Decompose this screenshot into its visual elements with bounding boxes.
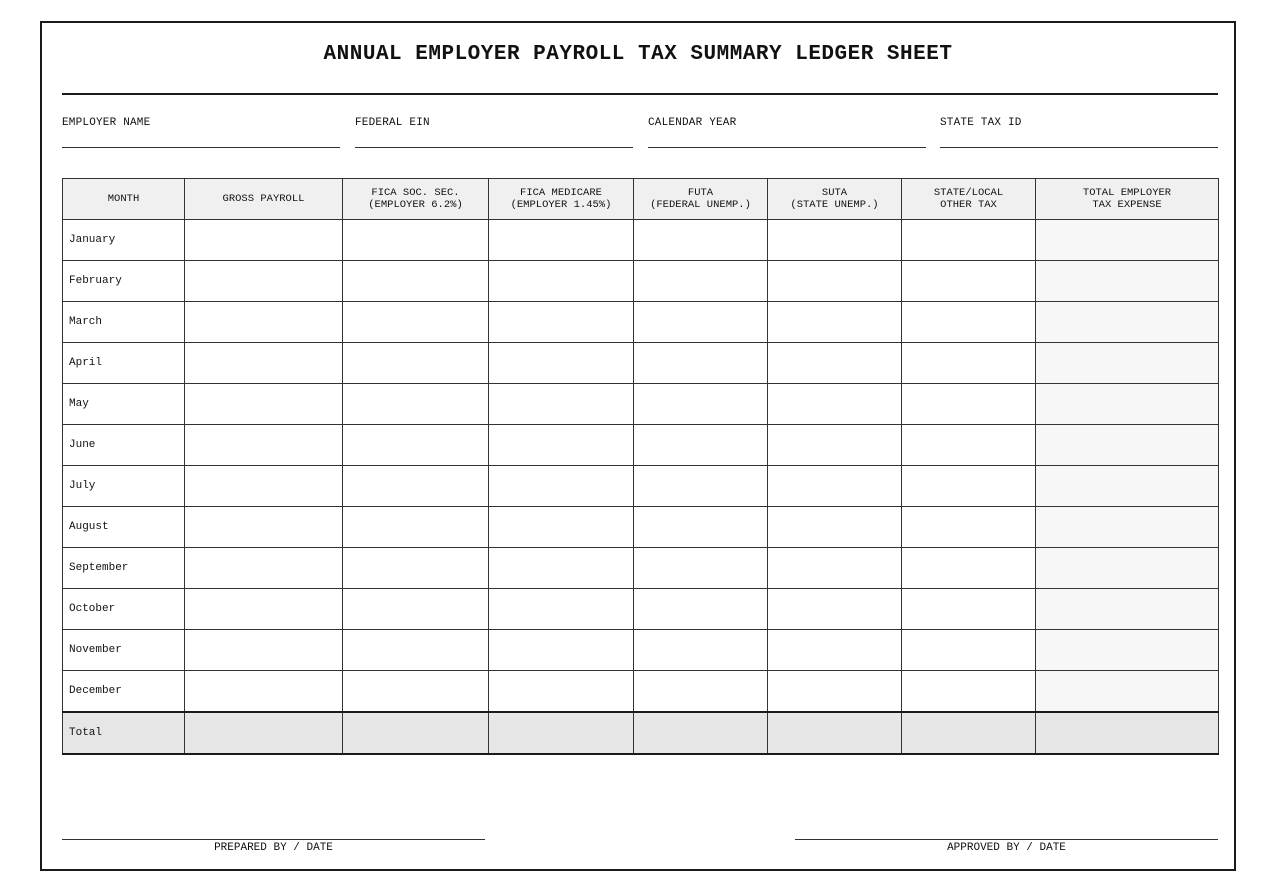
total-expense-cell[interactable]: [1036, 548, 1219, 589]
entry-cell[interactable]: [185, 220, 343, 261]
entry-cell[interactable]: [902, 630, 1036, 671]
entry-cell[interactable]: [185, 671, 343, 712]
federal-ein-line[interactable]: [355, 147, 633, 148]
entry-cell[interactable]: [902, 261, 1036, 302]
entry-cell[interactable]: [185, 548, 343, 589]
entry-cell[interactable]: [489, 384, 634, 425]
entry-cell[interactable]: [634, 261, 768, 302]
entry-cell[interactable]: [768, 220, 902, 261]
month-cell: April: [63, 343, 185, 384]
entry-cell[interactable]: [185, 302, 343, 343]
total-expense-cell[interactable]: [1036, 384, 1219, 425]
entry-cell[interactable]: [185, 425, 343, 466]
total-entry-cell[interactable]: [185, 712, 343, 754]
table-row: [63, 302, 1219, 343]
column-header-line: GROSS PAYROLL: [222, 193, 305, 205]
table-row: [63, 589, 1219, 630]
entry-cell[interactable]: [768, 507, 902, 548]
entry-cell[interactable]: [634, 507, 768, 548]
column-header: [902, 179, 1036, 220]
entry-cell[interactable]: [902, 425, 1036, 466]
entry-cell[interactable]: [489, 507, 634, 548]
table-row: [63, 466, 1219, 507]
entry-cell[interactable]: [634, 589, 768, 630]
entry-cell[interactable]: [489, 261, 634, 302]
calendar-year-field[interactable]: [648, 115, 926, 148]
column-header: [343, 179, 489, 220]
total-expense-cell[interactable]: [1036, 589, 1219, 630]
table-row: [63, 343, 1219, 384]
column-header-subline: TAX EXPENSE: [1092, 199, 1162, 211]
entry-cell[interactable]: [185, 261, 343, 302]
column-header-subline: (STATE UNEMP.): [790, 199, 879, 211]
entry-cell[interactable]: [489, 343, 634, 384]
prepared-by-line[interactable]: [62, 839, 485, 840]
entry-cell[interactable]: [185, 630, 343, 671]
entry-cell[interactable]: [768, 425, 902, 466]
total-expense-cell[interactable]: [1036, 261, 1219, 302]
entry-cell[interactable]: [343, 548, 489, 589]
entry-cell[interactable]: [768, 671, 902, 712]
table-row: [63, 261, 1219, 302]
month-cell: May: [63, 384, 185, 425]
total-entry-cell[interactable]: [902, 712, 1036, 754]
calendar-year-label: CALENDAR YEAR: [648, 117, 737, 129]
total-entry-cell[interactable]: [634, 712, 768, 754]
total-entry-cell[interactable]: [1036, 712, 1219, 754]
column-header: [63, 179, 185, 220]
total-expense-cell[interactable]: [1036, 630, 1219, 671]
table-row: [63, 425, 1219, 466]
entry-cell[interactable]: [343, 261, 489, 302]
entry-cell[interactable]: [768, 589, 902, 630]
approved-by-signature[interactable]: [795, 839, 1218, 854]
entry-cell[interactable]: [634, 220, 768, 261]
entry-cell[interactable]: [634, 425, 768, 466]
entry-cell[interactable]: [489, 589, 634, 630]
entry-cell[interactable]: [343, 343, 489, 384]
entry-cell[interactable]: [343, 220, 489, 261]
prepared-by-label: PREPARED BY / DATE: [214, 842, 333, 854]
employer-name-label: EMPLOYER NAME: [62, 117, 151, 129]
entry-cell[interactable]: [902, 384, 1036, 425]
entry-cell[interactable]: [343, 507, 489, 548]
entry-cell[interactable]: [768, 548, 902, 589]
entry-cell[interactable]: [489, 425, 634, 466]
entry-cell[interactable]: [634, 548, 768, 589]
total-row: [63, 712, 1219, 754]
column-header: [768, 179, 902, 220]
entry-cell[interactable]: [489, 220, 634, 261]
entry-cell[interactable]: [185, 589, 343, 630]
entry-cell[interactable]: [634, 384, 768, 425]
federal-ein-field[interactable]: [355, 115, 633, 148]
month-cell: February: [63, 261, 185, 302]
total-entry-cell[interactable]: [343, 712, 489, 754]
employer-name-line[interactable]: [62, 147, 340, 148]
total-expense-cell[interactable]: [1036, 302, 1219, 343]
total-expense-cell[interactable]: [1036, 466, 1219, 507]
total-expense-cell[interactable]: [1036, 220, 1219, 261]
column-header: [634, 179, 768, 220]
table-row: [63, 548, 1219, 589]
table-header-row: [63, 179, 1219, 220]
prepared-by-signature[interactable]: [62, 839, 485, 854]
entry-cell[interactable]: [902, 589, 1036, 630]
entry-cell[interactable]: [768, 384, 902, 425]
entry-cell[interactable]: [185, 466, 343, 507]
total-label-cell: Total: [63, 712, 185, 754]
entry-cell[interactable]: [902, 671, 1036, 712]
entry-cell[interactable]: [902, 343, 1036, 384]
table-body: [63, 220, 1219, 712]
entry-cell[interactable]: [902, 220, 1036, 261]
month-cell: November: [63, 630, 185, 671]
month-cell: October: [63, 589, 185, 630]
entry-cell[interactable]: [185, 507, 343, 548]
entry-cell[interactable]: [902, 302, 1036, 343]
column-header-line: FICA SOC. SEC.: [371, 187, 460, 199]
table-row: [63, 630, 1219, 671]
entry-cell[interactable]: [343, 466, 489, 507]
column-header-line: STATE/LOCAL: [933, 187, 1004, 199]
month-cell: September: [63, 548, 185, 589]
column-header-subline: OTHER TAX: [940, 199, 997, 211]
entry-cell[interactable]: [489, 671, 634, 712]
entry-cell[interactable]: [768, 343, 902, 384]
ledger-sheet: [40, 21, 1236, 871]
entry-cell[interactable]: [634, 302, 768, 343]
employer-name-field[interactable]: [62, 115, 340, 148]
column-header: [489, 179, 634, 220]
column-header-line: SUTA: [821, 187, 848, 199]
approved-by-line[interactable]: [795, 839, 1218, 840]
entry-cell[interactable]: [343, 630, 489, 671]
month-cell: December: [63, 671, 185, 712]
entry-cell[interactable]: [634, 343, 768, 384]
month-cell: July: [63, 466, 185, 507]
column-header-subline: (EMPLOYER 6.2%): [368, 199, 463, 211]
entry-cell[interactable]: [489, 466, 634, 507]
entry-cell[interactable]: [902, 507, 1036, 548]
entry-cell[interactable]: [343, 302, 489, 343]
entry-cell[interactable]: [768, 302, 902, 343]
entry-cell[interactable]: [634, 671, 768, 712]
entry-cell[interactable]: [768, 466, 902, 507]
total-expense-cell[interactable]: [1036, 425, 1219, 466]
approved-by-label: APPROVED BY / DATE: [947, 842, 1066, 854]
entry-cell[interactable]: [489, 630, 634, 671]
entry-cell[interactable]: [902, 466, 1036, 507]
entry-cell[interactable]: [902, 548, 1036, 589]
month-cell: August: [63, 507, 185, 548]
state-tax-id-line[interactable]: [940, 147, 1218, 148]
month-cell: March: [63, 302, 185, 343]
title-divider: [62, 93, 1218, 95]
column-header-subline: (FEDERAL UNEMP.): [650, 199, 751, 211]
month-cell: January: [63, 220, 185, 261]
entry-cell[interactable]: [343, 671, 489, 712]
column-header-line: FUTA: [687, 187, 714, 199]
entry-cell[interactable]: [185, 384, 343, 425]
federal-ein-label: FEDERAL EIN: [355, 117, 430, 129]
total-entry-cell[interactable]: [768, 712, 902, 754]
entry-cell[interactable]: [343, 384, 489, 425]
table-row: [63, 384, 1219, 425]
entry-cell[interactable]: [185, 343, 343, 384]
calendar-year-line[interactable]: [648, 147, 926, 148]
column-header: [1036, 179, 1219, 220]
column-header-line: FICA MEDICARE: [520, 187, 602, 199]
total-expense-cell[interactable]: [1036, 343, 1219, 384]
column-header-subline: (EMPLOYER 1.45%): [510, 199, 612, 211]
total-entry-cell[interactable]: [489, 712, 634, 754]
table-row: [63, 507, 1219, 548]
table-row: [63, 220, 1219, 261]
payroll-tax-table: [62, 178, 1219, 755]
column-header-line: TOTAL EMPLOYER: [1082, 187, 1172, 199]
column-header-line: MONTH: [107, 193, 140, 205]
total-expense-cell[interactable]: [1036, 671, 1219, 712]
state-tax-id-label: STATE TAX ID: [940, 117, 1022, 129]
entry-cell[interactable]: [489, 302, 634, 343]
entry-cell[interactable]: [634, 466, 768, 507]
column-header: [185, 179, 343, 220]
total-expense-cell[interactable]: [1036, 507, 1219, 548]
entry-cell[interactable]: [343, 589, 489, 630]
month-cell: June: [63, 425, 185, 466]
entry-cell[interactable]: [634, 630, 768, 671]
table-row: [63, 671, 1219, 712]
page-title: ANNUAL EMPLOYER PAYROLL TAX SUMMARY LEDGER SHEET: [323, 43, 953, 66]
entry-cell[interactable]: [768, 261, 902, 302]
state-tax-id-field[interactable]: [940, 115, 1218, 148]
entry-cell[interactable]: [343, 425, 489, 466]
entry-cell[interactable]: [489, 548, 634, 589]
entry-cell[interactable]: [768, 630, 902, 671]
